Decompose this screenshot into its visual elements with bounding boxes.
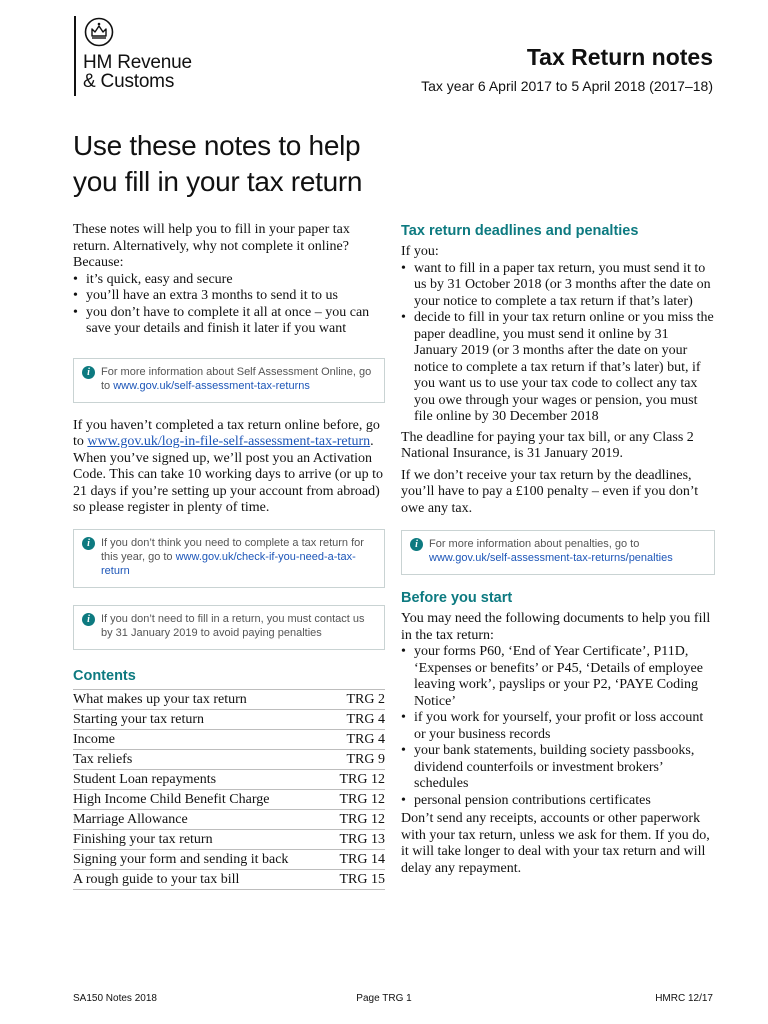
info-icon: i [82, 613, 95, 626]
deadlines-heading: Tax return deadlines and penalties [401, 223, 639, 239]
list-item: • your bank statements, building society passbooks, dividend counterfoils or investment brokers’ schedules [401, 743, 715, 793]
closing-paragraph: Don’t send any receipts, accounts or other paperwork with your tax return, unless we ask for them. If you do, it will take longer to deal with your tax return and will delay any repayment. [401, 811, 710, 876]
table-row[interactable] [73, 769, 385, 789]
contents-item: Starting your tax return [73, 709, 331, 729]
info-icon: i [410, 538, 423, 551]
table-row[interactable] [73, 749, 385, 769]
contents-item: What makes up your tax return [73, 689, 331, 709]
activation-text-end: . When you’ve signed up, we’ll post you an Activation Code. This can take 10 working days to arrive (or up to 21 days if you’re setting up your account from abroad) so please register in plenty of time. [73, 434, 384, 515]
contents-page: TRG 12 [331, 809, 385, 829]
log-in-file-link[interactable]: www.gov.uk/log-in-file-self-assessment-tax-return [87, 434, 371, 449]
before-intro: You may need the following documents to help you fill in the tax return: [401, 611, 711, 643]
intro-paragraph: These notes will help you to fill in your paper tax return. Alternatively, why not complete it online? Because: [73, 222, 350, 270]
info-box-self-assessment [73, 358, 385, 403]
right-column [401, 222, 715, 877]
table-row[interactable] [73, 869, 385, 889]
list-item: • decide to fill in your tax return online or you miss the paper deadline, you must send it online by 31 January 2019 (or 3 months after the date on your notice to complete a tax return if that’s later) but, if you want us to use your tax code to collect any tax you owe through your wages or pension, you must file online by 30 December 2018 [401, 310, 715, 426]
info-box-deadline-contact [73, 605, 385, 650]
contents-item: Student Loan repayments [73, 769, 331, 789]
table-row[interactable] [73, 849, 385, 869]
hero-heading: Use these notes to help you fill in your tax return [73, 130, 363, 197]
list-item: • personal pension contributions certificates [401, 793, 715, 810]
list-item: • you don’t have to complete it all at once – you can save your details and finish it later if you want [73, 305, 385, 338]
contents-page: TRG 9 [331, 749, 385, 769]
table-row[interactable] [73, 809, 385, 829]
contents-item: Income [73, 729, 331, 749]
table-row[interactable] [73, 789, 385, 809]
left-column [73, 222, 385, 890]
hmrc-logo-text [83, 53, 192, 91]
check-need-link[interactable]: www.gov.uk/check-if-you-need-a-tax-return [101, 550, 356, 577]
list-item: • your forms P60, ‘End of Year Certificate’, P11D, ‘Expenses or benefits’ or P45, ‘Details of employee leaving work’, payslips or your P2, ‘PAYE Coding Notice’ [401, 644, 715, 710]
info-box-text: For more information about penalties, go to [429, 538, 640, 550]
table-row[interactable] [73, 829, 385, 849]
contents-page: TRG 14 [331, 849, 385, 869]
info-box-penalties [401, 530, 715, 575]
penalties-link[interactable]: www.gov.uk/self-assessment-tax-returns/penalties [429, 552, 673, 564]
contents-item: Marriage Allowance [73, 809, 331, 829]
info-box-text: If you don’t need to fill in a return, you must contact us by 31 January 2019 to avoid paying penalties [101, 612, 365, 639]
list-item: • want to fill in a paper tax return, you must send it to us by 31 October 2018 (or 3 months after the date on your notice to complete a tax return if that’s later) [401, 261, 715, 311]
contents-page: TRG 2 [331, 689, 385, 709]
intro-bullet-list [73, 272, 385, 338]
info-box-check-need [73, 529, 385, 588]
document-subtitle: Tax year 6 April 2017 to 5 April 2018 (2017–18) [421, 78, 713, 94]
contents-table [73, 689, 385, 890]
info-icon: i [82, 537, 95, 550]
contents-page: TRG 13 [331, 829, 385, 849]
logo-line-2: & Customs [83, 71, 175, 92]
activation-paragraph [73, 418, 385, 517]
logo-line-1: HM Revenue [83, 52, 192, 73]
before-you-start-heading: Before you start [401, 590, 513, 606]
footer-form-ref: SA150 Notes 2018 [73, 993, 157, 1004]
footer-page-number: Page TRG 1 [356, 993, 412, 1004]
payment-deadline-paragraph: The deadline for paying your tax bill, or any Class 2 National Insurance, is 31 January 2019. [401, 429, 694, 461]
activation-text-start: If you haven’t completed a tax return online before, go to [73, 417, 380, 449]
contents-item: Signing your form and sending it back [73, 849, 331, 869]
contents-page: TRG 4 [331, 729, 385, 749]
royal-crest-icon [84, 17, 114, 47]
table-row[interactable] [73, 709, 385, 729]
list-item: • you’ll have an extra 3 months to send it to us [73, 288, 385, 305]
if-you-text: If you: [401, 244, 439, 259]
info-icon: i [82, 366, 95, 379]
list-item: • it’s quick, easy and secure [73, 272, 385, 289]
list-item: • if you work for yourself, your profit or loss account or your business records [401, 710, 715, 743]
contents-page: TRG 15 [331, 869, 385, 889]
table-row[interactable] [73, 689, 385, 709]
contents-page: TRG 12 [331, 789, 385, 809]
document-title: Tax Return notes [526, 44, 713, 70]
penalty-paragraph: If we don’t receive your tax return by the deadlines, you’ll have to pay a £100 penalty – even if you don’t owe any tax. [401, 467, 699, 516]
info-box-text: For more information about Self Assessment Online, go to [101, 365, 372, 392]
self-assessment-link[interactable]: www.gov.uk/self-assessment-tax-returns [113, 379, 310, 392]
contents-page: TRG 12 [331, 769, 385, 789]
contents-item: A rough guide to your tax bill [73, 869, 331, 889]
footer-version: HMRC 12/17 [655, 993, 713, 1004]
contents-item: High Income Child Benefit Charge [73, 789, 331, 809]
documents-bullet-list [401, 644, 715, 809]
contents-item: Tax reliefs [73, 749, 331, 769]
logo-rule [74, 16, 76, 96]
contents-page: TRG 4 [331, 709, 385, 729]
contents-heading: Contents [73, 667, 136, 684]
contents-item: Finishing your tax return [73, 829, 331, 849]
deadline-bullet-list [401, 261, 715, 426]
table-row[interactable] [73, 729, 385, 749]
info-box-text: If you don’t think you need to complete a tax return for this year, go to [101, 536, 364, 563]
